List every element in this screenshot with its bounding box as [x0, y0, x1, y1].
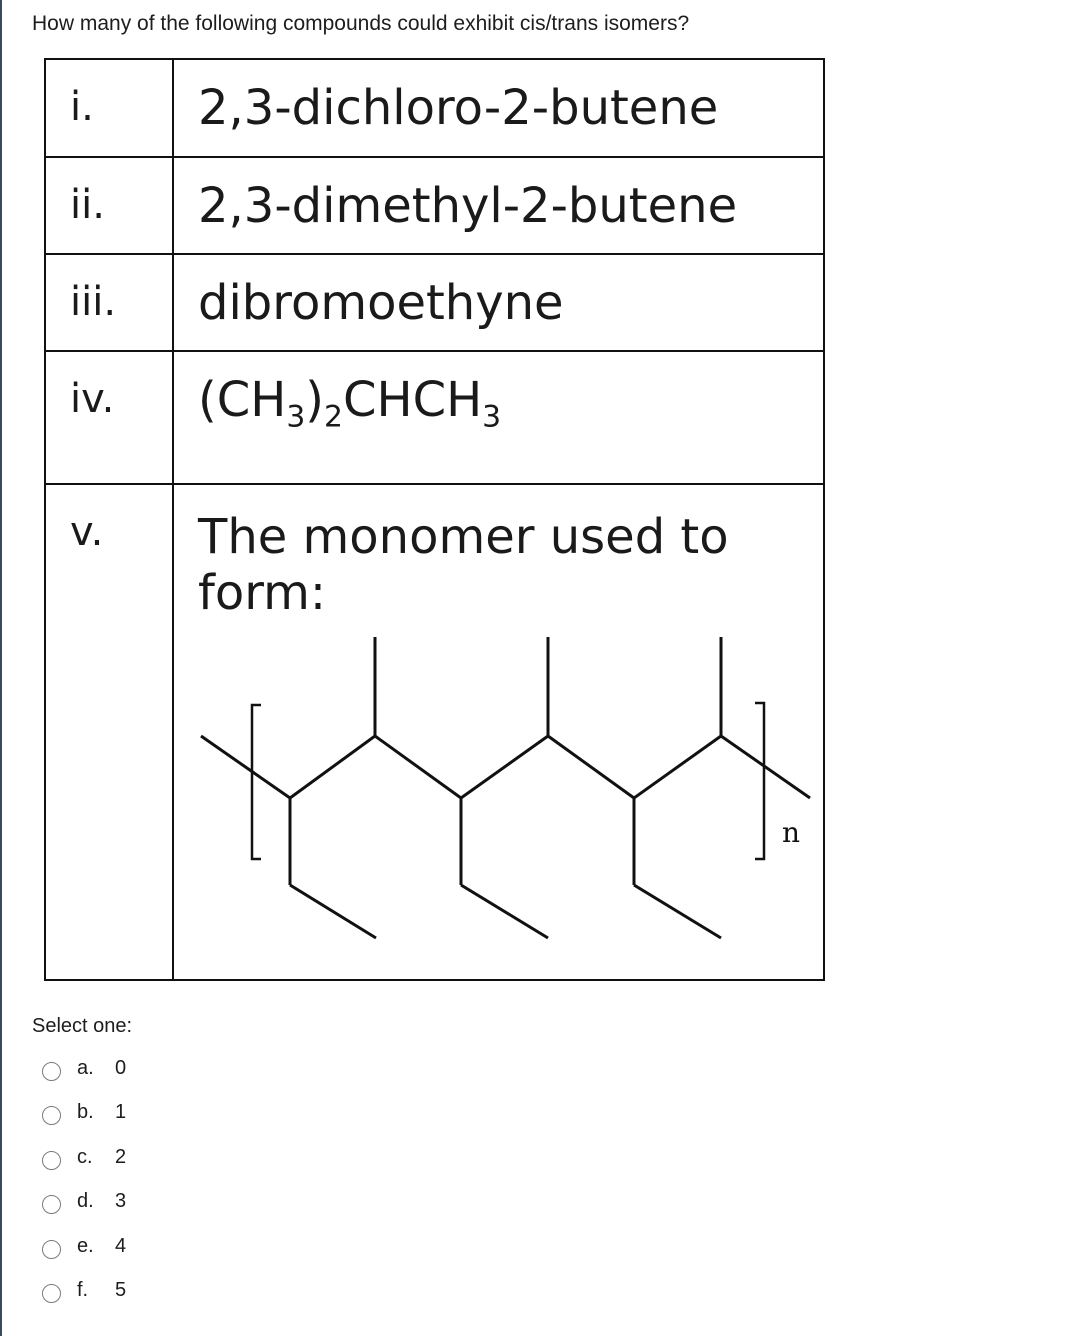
- option-value: 0: [115, 1056, 127, 1079]
- formula-subscript: 3: [482, 399, 502, 435]
- compound-number: iv.: [46, 352, 174, 483]
- option-letter: d.: [77, 1190, 94, 1213]
- compound-number: v.: [46, 485, 174, 979]
- backbone-bond: [201, 736, 290, 798]
- compound-row-3: [46, 255, 823, 352]
- compound-row-2: [46, 158, 823, 255]
- compound-row-4: [46, 352, 823, 485]
- radio-button[interactable]: [42, 1240, 61, 1259]
- backbone-bond: [461, 736, 548, 798]
- option-letter: f.: [77, 1279, 89, 1302]
- right-bracket: [755, 703, 764, 859]
- formula-part: CHCH: [342, 372, 483, 428]
- backbone-bond: [634, 736, 721, 798]
- option-value: 3: [115, 1190, 127, 1213]
- backbone-bond: [721, 736, 810, 798]
- option-c[interactable]: [42, 1135, 126, 1180]
- compound-row-5: [46, 485, 823, 979]
- option-letter: b.: [77, 1101, 94, 1124]
- option-letter: a.: [77, 1056, 94, 1079]
- radio-button[interactable]: [42, 1195, 61, 1214]
- compound-number: ii.: [46, 158, 174, 253]
- compound-number: i.: [46, 60, 174, 156]
- backbone-bond: [290, 736, 375, 798]
- radio-button[interactable]: [42, 1151, 61, 1170]
- option-e[interactable]: [42, 1224, 126, 1269]
- answer-options: [42, 1046, 126, 1313]
- option-f[interactable]: [42, 1269, 126, 1314]
- select-one-label: Select one:: [32, 1015, 133, 1037]
- option-value: 4: [115, 1234, 127, 1257]
- formula-part: ): [305, 372, 325, 428]
- option-d[interactable]: [42, 1180, 126, 1225]
- option-letter: c.: [77, 1145, 93, 1168]
- compound-name: 2,3-dimethyl-2-butene: [198, 178, 738, 234]
- backbone-bond: [548, 736, 634, 798]
- option-value: 2: [115, 1145, 127, 1168]
- radio-button[interactable]: [42, 1284, 61, 1303]
- radio-button[interactable]: [42, 1106, 61, 1125]
- option-letter: e.: [77, 1234, 94, 1257]
- compound-table: [44, 58, 825, 981]
- formula-subscript: 3: [286, 399, 306, 435]
- left-bracket: [252, 705, 261, 859]
- question-text: How many of the following compounds could exhibit cis/trans isomers?: [32, 12, 690, 35]
- compound-number: iii.: [46, 255, 174, 350]
- compound-name: dibromoethyne: [198, 275, 564, 331]
- option-value: 1: [115, 1101, 127, 1124]
- option-a[interactable]: [42, 1046, 126, 1091]
- compound-formula: [174, 352, 823, 483]
- ethyl-branch: [634, 885, 721, 938]
- page-left-border: [0, 0, 2, 1336]
- compound-row-1: [46, 60, 823, 158]
- backbone-bond: [375, 736, 461, 798]
- polymer-structure-diagram: [46, 485, 822, 979]
- ethyl-branch: [461, 885, 548, 938]
- repeat-unit-subscript: n: [782, 816, 801, 849]
- ethyl-branch: [290, 885, 376, 938]
- radio-button[interactable]: [42, 1062, 61, 1081]
- option-value: 5: [115, 1279, 127, 1302]
- formula-part: (CH: [198, 372, 287, 428]
- compound-name: 2,3-dichloro-2-butene: [198, 80, 719, 136]
- formula-subscript: 2: [324, 399, 343, 435]
- option-b[interactable]: [42, 1091, 126, 1136]
- monomer-description: The monomer used to form:: [198, 509, 729, 621]
